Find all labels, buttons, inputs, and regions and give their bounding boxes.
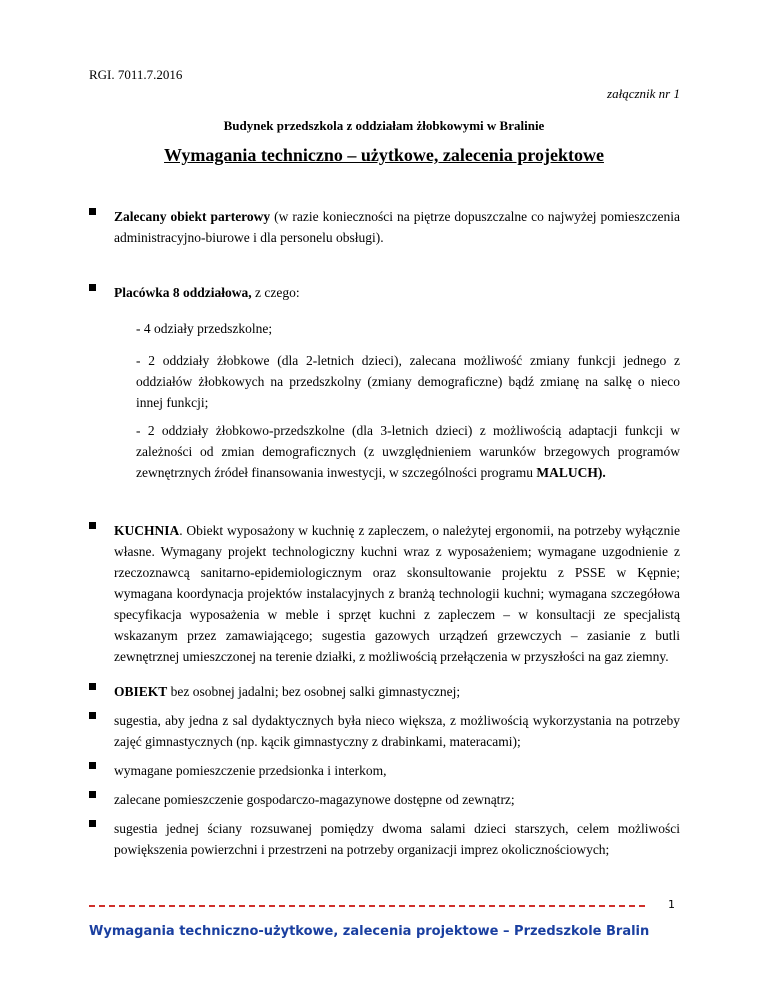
- list-item-sala-gimnastyczna: [89, 710, 680, 752]
- list-item-bold: Zalecany obiekt parterowy: [114, 209, 271, 224]
- sub-item-body: - 2 oddziały żłobkowo-przedszkolne (dla 3-letnich dzieci) z możliwością adaptacji funkcji w zależności od zmian demograficznych (z uwzględnieniem warunków brzegowych programów zewnętrznych źródeł finansowania inwestycji, w szczególności programu: [136, 423, 680, 480]
- square-bullet-icon: [89, 284, 96, 291]
- list-item-text: [114, 206, 680, 248]
- document-reference: RGI. 7011.7.2016: [89, 67, 183, 82]
- list-item-sciana-rozsuwana: [89, 818, 680, 860]
- list-item-text: [114, 789, 680, 810]
- footer-divider: [89, 905, 645, 907]
- list-item-placowka: [89, 282, 680, 303]
- list-item-bold: OBIEKT: [114, 684, 168, 699]
- list-item-text: [114, 760, 680, 781]
- sub-item-zlobkowo-przedszkolne: [136, 420, 680, 483]
- program-name: MALUCH).: [536, 465, 606, 480]
- square-bullet-icon: [89, 522, 96, 529]
- list-item-text: [114, 681, 680, 702]
- list-item-bold: Placówka 8 oddziałowa,: [114, 285, 252, 300]
- list-item-parterowy: [89, 206, 680, 248]
- sub-item-przedszkolne: - 4 odziały przedszkolne;: [136, 321, 273, 336]
- list-item-body: . Obiekt wyposażony w kuchnię z zapleczem, o należytej ergonomii, na potrzeby wyłącznie własne. Wymagany projekt technologiczny kuchni wraz z wyposażeniem; wymagane uzgodnienie z rzeczoznawcą sanitarno-epidemiologicznym oraz skonsultowanie projektu z PSSE w Kępnie; wymagana koordynacja projektów instalacyjnych z branżą technologii kuchni; wymagana szczegółowa specyfikacja wyposażenia w meble i sprzęt kuchni z zapleczem – w konsultacji ze specjalistą wskazanym przez zamawiającego; sugestia gazowych urządzeń grzewczych – zasianie z butli zewnętrznej umieszczonej na terenie działki, z możliwością przełączenia w przyszłości na gaz ziemny.: [114, 523, 680, 664]
- square-bullet-icon: [89, 208, 96, 215]
- document-title: Wymagania techniczno – użytkowe, zalecenia projektowe: [164, 145, 604, 165]
- document-subtitle: Budynek przedszkola z oddziałam żłobkowymi w Bralinie: [223, 118, 545, 133]
- list-item-body: (w razie konieczności na piętrze dopuszczalne co najwyżej pomieszczenia administracyjno-biurowe i dla personelu obsługi).: [114, 209, 680, 245]
- list-item-text: [114, 520, 680, 667]
- page-number: 1: [668, 898, 675, 911]
- square-bullet-icon: [89, 712, 96, 719]
- list-item-body: sugestia jednej ściany rozsuwanej pomiędzy dwoma salami dzieci starszych, celem możliwości powiększenia powierzchni i przestrzeni na potrzeby organizacji imprez okolicznościowych;: [114, 821, 680, 857]
- list-item-text: [114, 710, 680, 752]
- list-item-magazyn: [89, 789, 680, 810]
- list-item-body: zalecane pomieszczenie gospodarczo-magazynowe dostępne od zewnątrz;: [114, 792, 515, 807]
- footer-title: Wymagania techniczno-użytkowe, zalecenia projektowe – Przedszkole Bralin: [89, 924, 650, 939]
- square-bullet-icon: [89, 791, 96, 798]
- list-item-text: [114, 818, 680, 860]
- list-item-body: wymagane pomieszczenie przedsionka i interkom,: [114, 763, 387, 778]
- list-item-body: sugestia, aby jedna z sal dydaktycznych była nieco większa, z możliwością wykorzystania na potrzeby zajęć gimnastycznych (np. kącik gimnastyczny z drabinkami, materacami);: [114, 713, 680, 749]
- annex-label: załącznik nr 1: [607, 86, 680, 101]
- list-item-bold: KUCHNIA: [114, 523, 180, 538]
- square-bullet-icon: [89, 820, 96, 827]
- list-item-text: [114, 282, 680, 303]
- list-item-body: bez osobnej jadalni; bez osobnej salki gimnastycznej;: [167, 684, 461, 699]
- list-item-obiekt: [89, 681, 680, 702]
- list-item-przedsionek: [89, 760, 680, 781]
- list-item-body: z czego:: [251, 285, 300, 300]
- sub-item-zlobkowe: - 2 oddziały żłobkowe (dla 2-letnich dzieci), zalecana możliwość zmiany funkcji jednego z oddziałów żłobkowych na przedszkolny (zmiany demograficzne) bądź zmianę na salkę o nieco innej funkcji;: [136, 353, 680, 410]
- square-bullet-icon: [89, 762, 96, 769]
- square-bullet-icon: [89, 683, 96, 690]
- list-item-kuchnia: [89, 520, 680, 667]
